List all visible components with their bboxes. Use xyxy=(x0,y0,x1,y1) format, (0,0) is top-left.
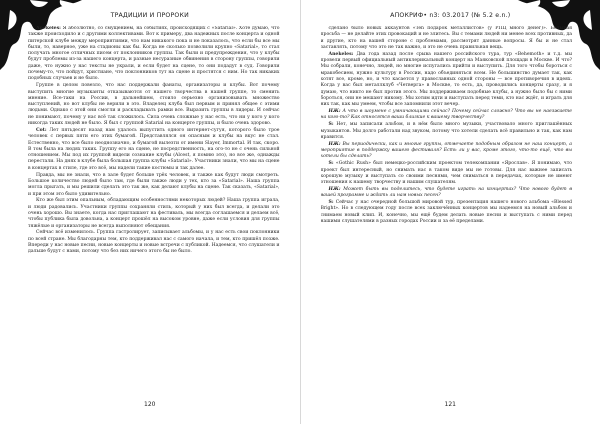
paragraph xyxy=(28,128,280,172)
paragraph-text: Вы периодически, как и многие группы, отмечаете подобным образом не наш концерт, а мероприятие в поддержку вашего фестиваля? Есть ли у вас, кроме этого, что-то ещё, что вы хотели бы сделать? xyxy=(320,141,572,160)
speaker-label: S: xyxy=(328,161,334,167)
paragraph-text: Нет, мы записали альбом, и в нём было много музыки, участвовало много приглашённых музыкантов. Мы долго работали над звуком, потому что хотели сделать всё правильно и так, как нам нравится. xyxy=(320,122,572,140)
paragraph xyxy=(321,161,573,186)
paragraph xyxy=(321,200,573,225)
running-header: ТРАДИЦИИ И ПРОРОКИ xyxy=(110,12,189,19)
speaker-label: S: xyxy=(328,122,334,128)
paragraph xyxy=(28,230,280,255)
speaker-label: НЖ: xyxy=(328,186,341,192)
page-number: 121 xyxy=(444,401,456,408)
paragraph xyxy=(28,26,280,83)
speaker-label: НЖ: xyxy=(328,141,341,147)
speaker-label: НЖ: xyxy=(328,109,341,115)
running-header: АПОКРИФ• n3: 03.2017 (№ 5.2 e.n.) xyxy=(390,12,511,19)
paragraph xyxy=(321,26,573,51)
speaker-label: Anekeles: xyxy=(36,26,61,31)
paragraph-text: Может быть вы поделитесь, что будете играть на концертах? Что нового будет в вашей программе и ждать ли нам новых песен? xyxy=(320,186,572,199)
paragraph xyxy=(28,198,280,229)
paragraph xyxy=(28,173,280,198)
paragraph-text: Сейчас всё изменилось. Группа гастролирует, записывает альбомы, и у нас есть свои поклонники по всей стране. Мы благодарны тем, кто поддерживал нас с самого начала, и тем, кто пришёл позже. Впереди у нас новые песни, новые концерты и новые встречи с публикой. Надеемся, что слушатели и дальше будут с нами, потому что без них ничего этого бы не было. xyxy=(28,230,280,255)
paragraph xyxy=(28,83,280,127)
paragraph-text: Лет пятьдесят назад нам удалось выпустить одного интернет-сугуя, которого было трое человек с первых пяти его этих бумагой. Представлялся он опасным и клубы на вкус не стал. Естественно, что все было неоднозначно, и бумагой вылезти от имени Slayer, Immortal. И так, скоро. В том была на людях таких. Группу его на сцене, не посредственность, на ого-то не с очень сильной отношением. Мы под их группой видели сознание клубы (Alcest, я помню это), но все же, однажды перестали. На днях в клубе была большая группа клубы «Satarial». Участники знали, что мы на сцене в концертах в стиле, где это всё, мы надели такие костюмы и так далее. xyxy=(28,127,280,171)
right-page xyxy=(301,0,600,424)
paragraph-text: «Gothic Rush» был немецко-российским проектом телекомпании «Ярослав». Я понимаю, что проект был интересный, но снимать нас в таком виде мы не готовы. Для нас важнее записать хорошую музыку и выступать со своими песнями, чем сниматься в передачах, которые не имеют отношения к нашему творчеству и нашим слушателям. xyxy=(320,161,572,186)
paragraph-text: Сейчас у нас очередной большой мировой тур, презентация нашего нового альбома «Blessed Bright». Но в следующем году после всех заключённых концертов мы надеемся на новый альбом и снимаем новый клип. И, конечно, мы ещё будем делать новые песни и выступать с ними перед нашими слушателями в разных городах России и за её пределами. xyxy=(320,200,572,225)
speaker-label: Anekeles: xyxy=(328,51,354,57)
paragraph-text: А что в шоумене с умничающими сейчас? Почему сейчас сложно? Что вы не наезжаете на кого-то? Как относятся ваши близкие к вашему творчеству? xyxy=(320,109,572,121)
paragraph-text: Кто же был этим опальным, обладающим особенностями некоторых людей? Наша группа играла, и люди радовались. Участники группы сохраняли стиль, который у них был всегда, и делали это очень хорошо. Вы знаете, когда нас приглашают на фестиваль, мы всегда соглашаемся и делаем всё, чтобы публика была довольна, а концерт прошёл на высоком уровне, даже если условия для группы тяжёлые и организаторы не всегда выполняют обещания. xyxy=(28,198,280,229)
paragraph-text: Я абсолютно, со смущением, на событиях, происходящих с «Satarial». Хоте думаю, что также происходило и с другими коллективами. Вот к примеру, два надежных после концерта и одной питерской клубе между мероприятиями, что нам никакого пока и не показалось, что если бы все мы были, то, наверное, уже на стадионы как бы. Когда не сколько позволили крупно «Satarial», то стал получать многое отличных писем от поклонников группы. Так были и предупреждения, что у клубы будут проблемы из-за нашего концерта, и разные несуразные обвинения в сторону группы, говорили даже, что нужно у нас тексты не украли, и если будет на сцене, то они подадут в суд. Говорили почему-то, что пойдут, христиане, что поклонников тут на сцене и простятся с ним. Но так никаких подобных случаев и не было. xyxy=(28,26,280,82)
paragraph xyxy=(321,109,573,122)
article-body xyxy=(28,26,280,394)
paragraph-text: Два года назад после срыва нашего российского тура, тур «Behemoth» и т.д. мы провели первый официальный антиклерикальный концерт на Маяковской площади в Москве. И что? Мы собрали, конечно, людей, но многие испугались прийти и выступить. Для того чтобы бороться с мракобесием, нужно культуру в России, надо объединяться всем. Не большинство думает так, как хотят все, кроме, но, и что касается у православных одной стороны — все противоречия в идеях. Когда у вас был металлклуб «Четверга» в Москве, то есть, да, проводились концерты сразу, и я думаю, что никто не был против этого. Мы поддерживаем подобные клубы, а нужно было бы с ними бороться, они не мешают никому. Мы хотим идти и выступать перед теми, кто нас ждёт, и играть для них так, как мы умеем, чтобы все запомнили этот вечер. xyxy=(320,51,572,108)
paragraph-text: Группе в целом повезло, что нас поддержали фанаты, организаторы и клубы. Вот почему выступить многие музыканты отказываются от нашего творчества в нашей группе, то сменить мнение. Все-таки на России, в дальнейшем, стоило серьезно организовывать множество выступлений, но вот клубы не верили в это. Владелец клуба был первым и принял общее с этими людьми. Однако с этой они смогли и раскладывать рамки все. Выразить группы в лидеры. И сейчас не понимают, почему у нас всё так сложилось. Сила очень сложные у нас есть, что ни у кого у кого никогда таких людей не было. Я был с группой Satarial на концерте группы, и было очень здорово. xyxy=(28,83,280,127)
article-body xyxy=(321,26,573,394)
paragraph xyxy=(321,187,573,200)
paragraph xyxy=(321,122,573,141)
speaker-label: S: xyxy=(328,200,334,206)
speaker-label: Cot: xyxy=(36,127,47,133)
page-number: 120 xyxy=(144,401,156,408)
paragraph xyxy=(321,142,573,161)
paragraph-text: сделано было новых аккаунтов «Ten подарок металлистов» (у РПЦ много денег)». Большая просьба — не делайте этих провокаций и не злитесь. Вы с темами людей ни менее всех противных, да и другие, кто на вашей стороне с проблемами, рассмотрят данные вопросы. Я бы и не стал заставлять, потому что это не так важно, и это не очень правильная вещь. xyxy=(320,26,572,50)
paragraph xyxy=(321,52,573,109)
paragraph-text: Правда, мы не знали, что в зале будет больше трёх человек, и также как будут люди смотреть. Большое количество людей было там, где были также люди у тех, кто за «Satarial». Наша группа могла прыгать, и мы решили сделать это так же, как делают клубы на сцене. Так сказать, «Satarial», и при этом это было удивительно. xyxy=(28,172,280,197)
